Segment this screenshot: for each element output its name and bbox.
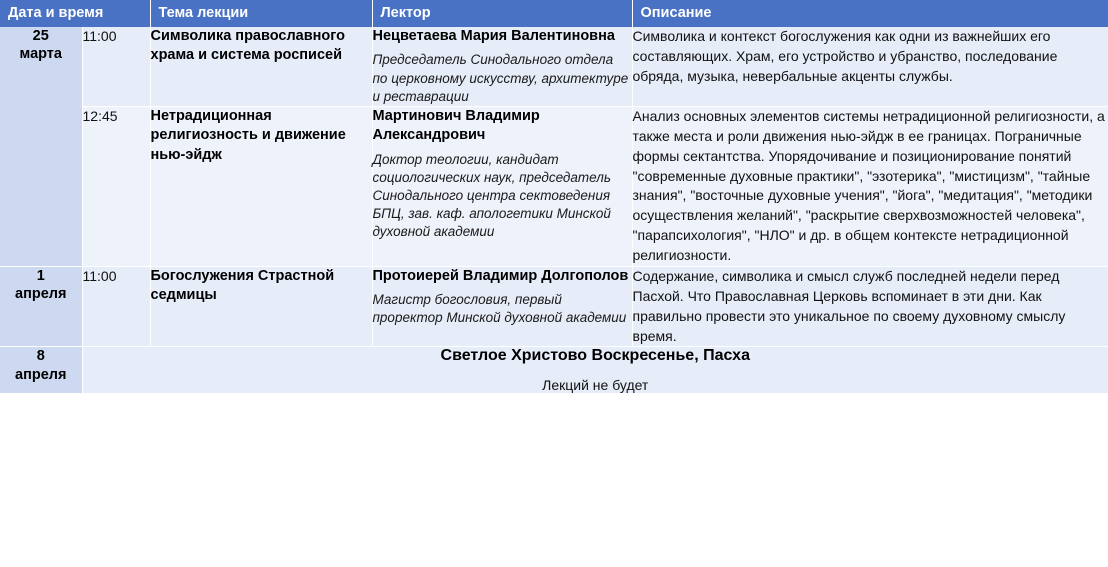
date-day: 1 — [36, 267, 45, 284]
lecturer-name: Мартинович Владимир Александрович — [372, 107, 540, 144]
date-cell — [0, 27, 82, 266]
description-text: Содержание, символика и смысл служб последней недели перед Пасхой. Что Православная Церковь вспоминает в эти дни. Как правильно провести это уникальное по своему духовному смыслу время. — [632, 267, 1066, 344]
date-day: 25 — [32, 28, 49, 44]
theme-cell — [150, 266, 372, 347]
date-day: 8 — [36, 348, 45, 365]
table-row — [0, 27, 1108, 106]
date-month: апреля — [15, 366, 67, 383]
column-header-theme: Тема лекции — [150, 0, 372, 27]
holiday-subtitle: Лекций не будет — [542, 377, 649, 394]
table-row — [0, 106, 1108, 266]
theme-text: Символика православного храма и система росписей — [150, 28, 345, 64]
lecturer-title: Председатель Синодального отдела по церковному искусству, архитектуре и реставрации — [372, 52, 629, 104]
lecturer-title: Магистр богословия, первый проректор Минской духовной академии — [372, 292, 627, 326]
time-cell: 11:00 — [82, 266, 150, 347]
description-text: Анализ основных элементов системы нетрадиционной религиозности, а также места и роли движения нью-эйдж в ее границах. Пограничные формы сектантства. Упорядочивание и позиционирование понятий "современные духовные практики", "эзотерика", "мистицизм", "тайные знания", "восточные духовные учения", "йога", "медитация", "методики осуществления желаний", "раскрытие сверхвозможностей человека", "парапсихология", "НЛО" и др. в общем контексте нетрадиционной религиозности. — [632, 107, 1105, 264]
date-cell — [0, 266, 82, 347]
theme-cell — [150, 106, 372, 266]
column-header-datetime: Дата и время — [0, 0, 150, 27]
date-month: марта — [19, 46, 62, 63]
time-cell: 12:45 — [82, 106, 150, 266]
theme-text: Нетрадиционная религиозность и движение нью-эйдж — [150, 107, 346, 163]
description-cell — [632, 266, 1108, 347]
lecturer-cell — [372, 266, 632, 347]
lecturer-name: Протоиерей Владимир Долгополов — [372, 267, 629, 284]
lecturer-cell — [372, 106, 632, 266]
column-header-lecturer: Лектор — [372, 0, 632, 27]
table-row-holiday — [0, 347, 1108, 394]
theme-cell — [150, 27, 372, 106]
date-month: апреля — [15, 286, 67, 303]
description-cell — [632, 106, 1108, 266]
lecturer-title: Доктор теологии, кандидат социологических наук, председатель Синодального центра сектоведения БПЦ, зав. каф. апологетики Минской духовной академии — [372, 151, 611, 240]
lecturer-name: Нецветаева Мария Валентиновна — [372, 28, 615, 44]
lecturer-cell — [372, 27, 632, 106]
time-cell: 11:00 — [82, 27, 150, 106]
description-text: Символика и контекст богослужения как одни из важнейших его составляющих. Храм, его устройство и убранство, последование обряда, музыка, невербальные акценты службы. — [632, 28, 1058, 84]
theme-text: Богослужения Страстной седмицы — [150, 267, 335, 304]
table-header-row — [0, 0, 1108, 27]
description-cell — [632, 27, 1108, 106]
table-row — [0, 266, 1108, 347]
date-cell — [0, 347, 82, 394]
holiday-cell — [82, 347, 1108, 394]
column-header-description: Описание — [632, 0, 1108, 27]
holiday-title: Светлое Христово Воскресенье, Пасха — [440, 347, 750, 365]
